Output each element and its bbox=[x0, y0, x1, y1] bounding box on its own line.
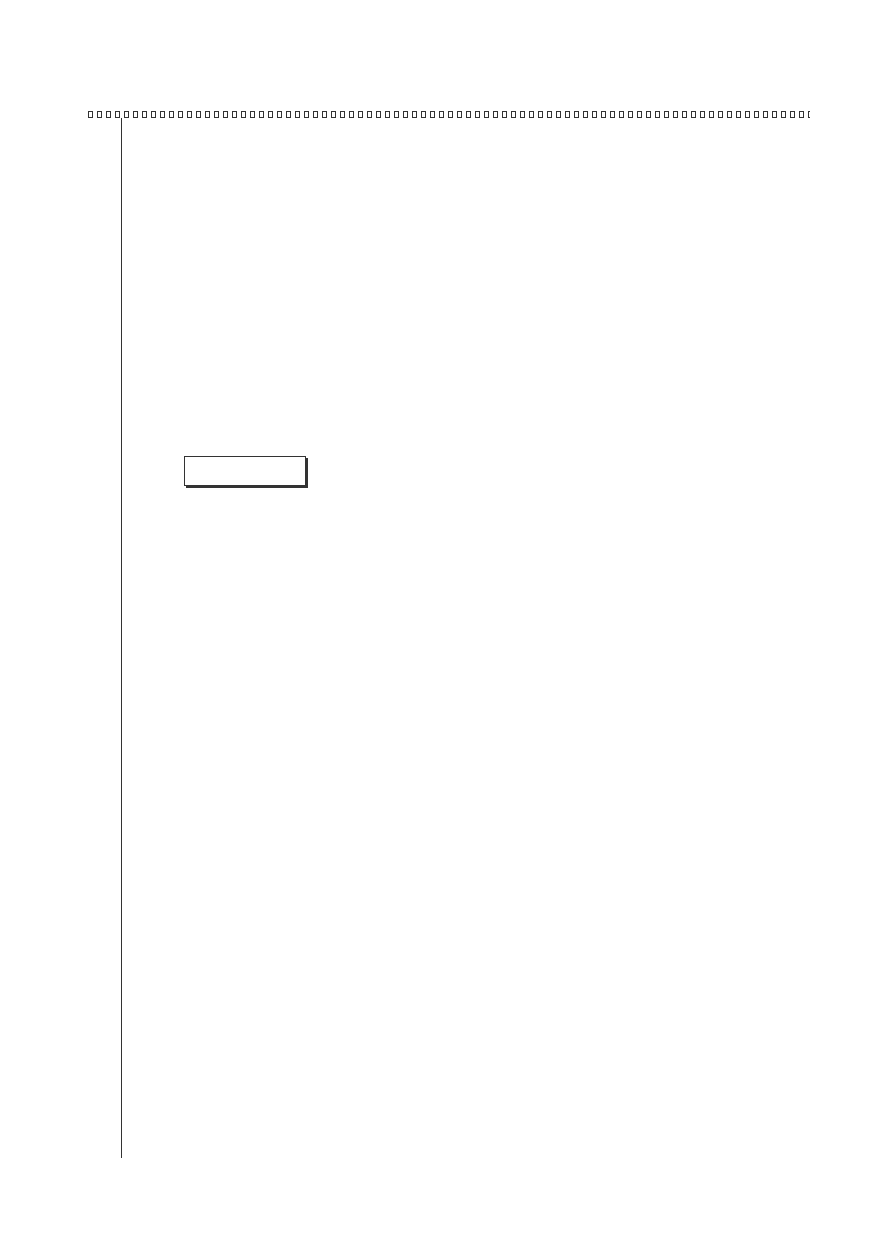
margin-vertical-rule bbox=[121, 118, 122, 1158]
section-title-box bbox=[184, 456, 306, 486]
header-dotted-rule bbox=[88, 111, 810, 119]
